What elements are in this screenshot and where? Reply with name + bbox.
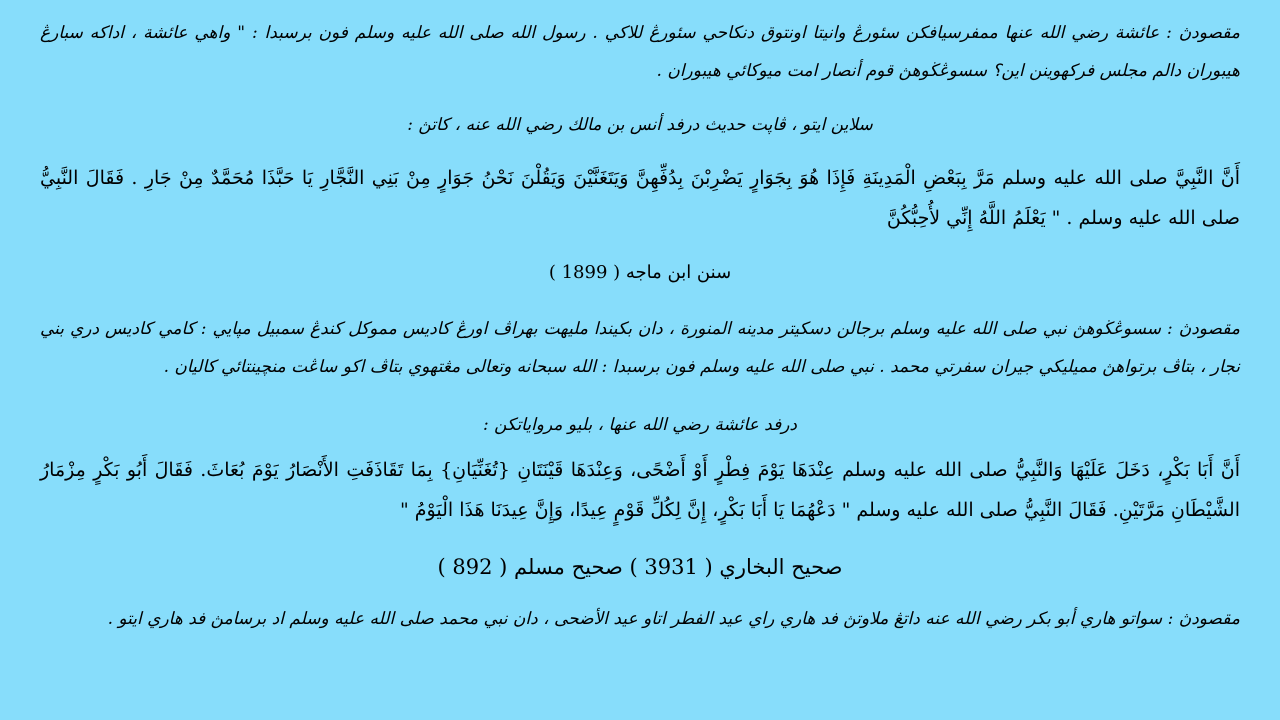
hadith-text-anas: أَنَّ النَّبِيَّ صلى الله عليه وسلم مَرَّ بِبَعْضِ الْمَدِينَةِ فَإِذَا هُوَ بِجَوَارٍ يَضْرِبْنَ بِدُفِّهِنَّ وَيَتَغَنَّيْنَ وَيَقُلْنَ نَحْنُ جَوَارٍ مِنْ بَنِي النَّجَّارِ يَا حَبَّذَا مُحَمَّدٌ مِنْ جَارِ . فَقَالَ النَّبِيُّ صلى الله عليه وسلم . " يَعْلَمُ اللَّهُ إِنِّي لأُحِبُّكُنَّ: [40, 167, 1240, 229]
translation-paragraph-anas: مقصودڽ : سسوڠڬوهڽ نبي صلى الله عليه وسلم برجالن دسکيتر مدينه المنورة ، دان بکيندا مليهت بهراڤ اورڠ کاديس مموکل کندڠ سمبيل مپايي : کامي کاديس دري بني نجار ، بتاڤ برتواهڽ مميليکي جيران سفرتي محمد . نبي صلى الله عليه وسلم فون برسبدا : الله سبحانه وتعالى مڠتهوي بتاڤ اکو ساڠت منچينتائي کاليان .: [40, 319, 1240, 377]
translation-paragraph-abu-bakr: مقصودڽ : سواتو هاري أبو بكر رضي الله عنه داتڠ ملاوتڽ فد هاري راي عيد الفطر اتاو عيد الأضحى ، دان نبي محمد صلى الله عليه وسلم اد برسامڽ فد هاري ايتو .: [107, 609, 1240, 629]
hadith-text-aishah: أَنَّ أَبَا بَكْرٍ، دَخَلَ عَلَيْهَا وَالنَّبِيُّ صلى الله عليه وسلم عِنْدَهَا يَوْمَ فِطْرٍ أَوْ أَضْحًى، وَعِنْدَهَا قَيْنَتَانِ {تُغَنِّيَانِ} بِمَا تَقَاذَفَتِ الأَنْصَارُ يَوْمَ بُعَاثَ. فَقَالَ أَبُو بَكْرٍ مِزْمَارُ الشَّيْطَانِ مَرَّتَيْنِ. فَقَالَ النَّبِيُّ صلى الله عليه وسلم " دَعْهُمَا يَا أَبَا بَكْرٍ، إِنَّ لِكُلِّ قَوْمٍ عِيدًا، وَإِنَّ عِيدَنَا هَذَا الْيَوْمُ ": [40, 459, 1240, 521]
hadith-reference-bukhari-muslim: صحيح البخاري ( 3931 ) صحيح مسلم ( 892 ): [437, 555, 843, 579]
narration-intro-aishah: درفد عائشة رضي الله عنها ، بليو مرواياتکن :: [482, 415, 798, 435]
narration-intro-anas: سلاين ايتو ، ڤاپت حديث درفد أنس بن مالك رضي الله عنه ، کاتڽ :: [407, 115, 873, 135]
translation-paragraph-aishah: مقصودڽ : عائشة رضي الله عنها ممفرسيافکن سئورڠ وانيتا اونتوق دنکاحي سئورڠ للاکي . رسول الله صلى الله عليه وسلم فون برسبدا : " واهي عائشة ، اداکه سبارڠ هيبوران دالم مجلس فرکهوينن اين؟ سسوڠڬوهڽ قوم أنصار امت ميوکائي هيبوران .: [40, 23, 1240, 81]
hadith-reference-ibn-majah: سنن ابن ماجه ( 1899 ): [548, 262, 732, 283]
